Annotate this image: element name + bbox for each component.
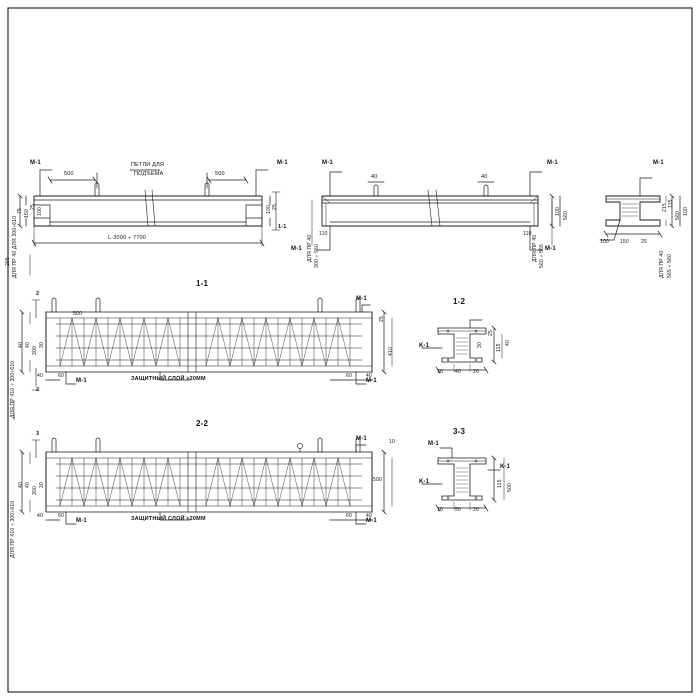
s22-dim-500: 500 [373, 477, 382, 483]
section-3-3 [422, 448, 504, 511]
mark-m1-s22-c: M-1 [366, 518, 377, 524]
sect-right-dim-100b: 100 [683, 207, 689, 216]
sect-right-dim-215: 215 [662, 203, 668, 212]
callout-3: 3 [36, 431, 40, 437]
mark-k1-s12: K-1 [419, 343, 430, 349]
s22-dim-bl-60: 60 [58, 513, 64, 519]
plan-side-dim-25r: 25 [272, 204, 278, 210]
s12-dim-40: 40 [505, 340, 511, 346]
section-1-2 [422, 320, 502, 373]
s11-dim-30: 30 [39, 342, 45, 348]
elev-dim-40-right: 40 [481, 174, 488, 180]
elev-left-note-2: 300 ÷ 560 [314, 243, 320, 268]
mark-m1-elev-2: M-1 [547, 160, 558, 166]
sect-right-dim-25: 25 [641, 239, 647, 245]
mark-m1-elev-3: M-1 [291, 246, 302, 252]
protective-layer-2-2: ЗАЩИТНЫЙ СЛОЙ ≥20ММ [131, 516, 206, 522]
mark-k1-s33-a: K-1 [419, 479, 430, 485]
s22-dim-br-60: 60 [346, 513, 352, 519]
mark-m1-elev-4: M-1 [545, 246, 556, 252]
s22-dim-40a: 40 [18, 482, 24, 488]
s33-dim-20: 20 [473, 507, 479, 513]
s22-dim-10: 10 [389, 439, 395, 445]
s12-dim-40b: 40 [455, 369, 461, 375]
mark-k1-s33-b: K-1 [500, 464, 511, 470]
callout-2-bottom: 2 [36, 387, 40, 393]
s22-dim-40b: 40 [25, 482, 31, 488]
mark-m1-plan-left: M-1 [30, 160, 41, 166]
s33-dim-50: 50 [455, 507, 461, 513]
s12-dim-20: 20 [473, 369, 479, 375]
sect-right-dim-150: 150 [620, 239, 629, 245]
s22-left-note: ДЛЯ ПР 410 ÷ 300÷610 [10, 500, 16, 558]
mark-m1-plan-right: M-1 [277, 160, 288, 166]
plan-side-dim-75: 75 [17, 208, 23, 214]
mark-m1-s11-a: M-1 [356, 296, 367, 302]
elev-left-note: ДЛЯ ПР 40 [307, 234, 313, 262]
plan-side-dim-150: 150 [24, 209, 30, 218]
plan-side-dim-100: 100 [37, 207, 43, 216]
plan-left-note-2: 265 [5, 257, 11, 266]
s11-dim-bl-40: 40 [37, 373, 43, 379]
section-cut-1-1-top: 1-1 [278, 224, 287, 230]
sect-right-dim-100: 100 [600, 239, 609, 245]
s12-dim-inner-30: 30 [477, 342, 483, 348]
mark-m1-s22-a: M-1 [356, 436, 367, 442]
s11-left-note: ДЛЯ ПР 410 ÷ 300÷610 [10, 360, 16, 418]
title-1-1: 1-1 [196, 279, 209, 288]
protective-layer-1-1: ЗАЩИТНЫЙ СЛОЙ ≥20ММ [131, 376, 206, 382]
title-1-2: 1-2 [453, 297, 466, 306]
sect-right-dim-560: 560 [675, 211, 681, 220]
mark-m1-sect-right: M-1 [653, 160, 664, 166]
s33-dim-500: 500 [507, 483, 513, 492]
s11-dim-25r: 25 [379, 316, 385, 322]
s33-dim-115: 115 [497, 479, 503, 488]
dim-500-right: 500 [215, 171, 225, 177]
elev-right-note-2: 560 ÷ 565 [539, 243, 545, 268]
s11-dim-410: 410 [388, 347, 394, 356]
title-3-3: 3-3 [453, 427, 466, 436]
s11-dim-br-40: 40 [366, 373, 372, 379]
mark-m1-s11-c: M-1 [366, 378, 377, 384]
elevation-view [312, 172, 560, 250]
dim-500-left: 500 [64, 171, 74, 177]
mark-m1-s22-b: M-1 [76, 518, 87, 524]
s22-dim-bl-40: 40 [37, 513, 43, 519]
loop-note-line1: ПЕТЛИ ДЛЯ [131, 162, 165, 168]
elev-dim-110-left: 110 [319, 231, 328, 237]
mark-m1-elev-1: M-1 [322, 160, 333, 166]
s11-dim-500: 500 [73, 311, 82, 317]
plan-top-view [18, 170, 280, 275]
s11-dim-40b: 40 [25, 342, 31, 348]
plan-side-dim-25: 25 [30, 204, 36, 210]
section-1-1 [14, 298, 392, 420]
s11-dim-br-60: 60 [346, 373, 352, 379]
sect-right-note-2: 565 ÷ 560 [667, 253, 673, 278]
section-2-2 [20, 438, 392, 524]
elev-dim-100: 100 [555, 207, 561, 216]
s12-dim-10: 10 [437, 369, 443, 375]
callout-2-top: 2 [36, 291, 40, 297]
plan-left-note: ДЛЯ ПР 40 ДЛЯ 300÷610 [12, 215, 18, 278]
s22-dim-br-40: 40 [366, 513, 372, 519]
s11-dim-300: 300 [32, 346, 38, 355]
sect-right-note: ДЛЯ ПР 40 [659, 250, 665, 278]
mark-m1-s33: M-1 [428, 441, 439, 447]
elev-dim-40-left: 40 [371, 174, 378, 180]
s11-dim-40a: 40 [18, 342, 24, 348]
s12-dim-115: 115 [496, 343, 502, 352]
mark-m1-s11-b: M-1 [76, 378, 87, 384]
elev-dim-560: 560 [563, 211, 569, 220]
loop-note-line2: ПОДЪЕМА [134, 171, 164, 177]
dim-overall-length: L-3000 ÷ 7700 [108, 235, 147, 241]
s33-dim-10: 10 [437, 507, 443, 513]
plan-side-dim-100r: 100 [266, 205, 272, 214]
section-right-top [600, 178, 680, 240]
s12-dim-25: 25 [488, 330, 494, 336]
elev-right-note: ДЛЯ ПР 40 [532, 234, 538, 262]
s22-dim-30: 30 [39, 482, 45, 488]
s11-dim-bl-60: 60 [58, 373, 64, 379]
elev-dim-110-right: 110 [523, 231, 532, 237]
s22-dim-300: 300 [32, 486, 38, 495]
sect-right-dim-115: 115 [668, 199, 674, 208]
title-2-2: 2-2 [196, 419, 209, 428]
